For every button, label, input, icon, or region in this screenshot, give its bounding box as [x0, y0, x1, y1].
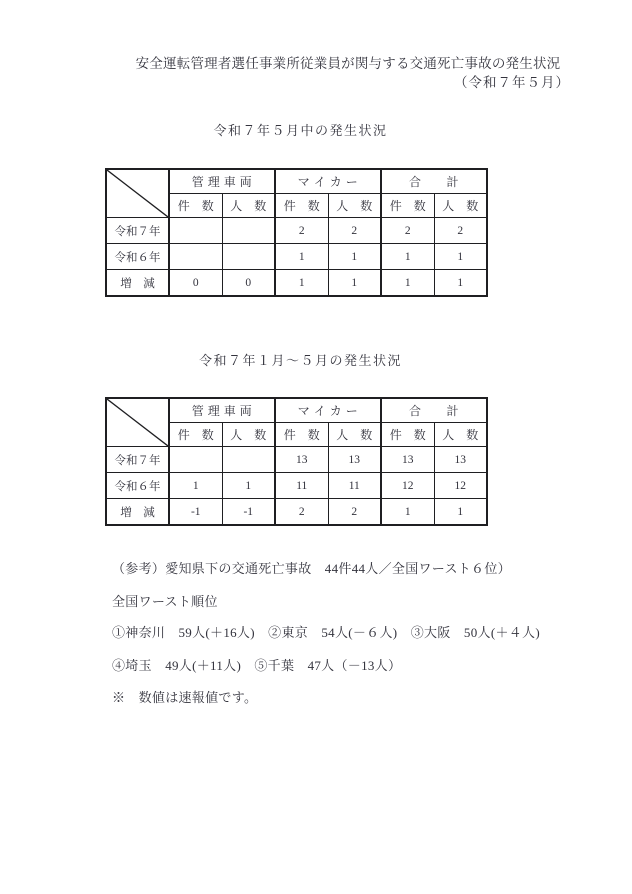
data-cell: 2	[275, 499, 328, 526]
diagonal-line	[107, 170, 168, 217]
diagonal-line	[107, 399, 168, 446]
data-cell: 13	[381, 447, 434, 473]
subheader-persons: 人 数	[328, 194, 381, 218]
data-cell: 1	[328, 244, 381, 270]
data-cell: 2	[381, 218, 434, 244]
data-cell: 1	[169, 473, 222, 499]
table-row	[106, 473, 487, 499]
corner-cell	[106, 169, 169, 218]
group-header-managed-vehicle: 管 理 車 両	[169, 169, 275, 194]
data-cell	[222, 244, 275, 270]
row-label-change: 増 減	[106, 499, 169, 526]
data-cell: 1	[275, 270, 328, 297]
data-cell: 1	[381, 270, 434, 297]
data-cell	[169, 244, 222, 270]
data-cell: 2	[434, 218, 487, 244]
row-label-change: 増 減	[106, 270, 169, 297]
subheader-cases: 件 数	[275, 423, 328, 447]
subheader-cases: 件 数	[381, 194, 434, 218]
data-cell: 1	[381, 244, 434, 270]
data-cell: 0	[222, 270, 275, 297]
data-cell	[222, 218, 275, 244]
data-cell: 13	[434, 447, 487, 473]
corner-cell	[106, 398, 169, 447]
data-cell: 2	[328, 499, 381, 526]
monthly-table-caption: 令和７年５月中の発生状況	[213, 123, 388, 138]
data-cell: 2	[275, 218, 328, 244]
cumulative-table-caption: 令和７年１月～５月の発生状況	[198, 353, 402, 368]
data-cell: 1	[328, 270, 381, 297]
data-cell: 2	[328, 218, 381, 244]
cumulative-table	[105, 397, 488, 526]
ranking-line-2: ④埼玉 49人(＋11人) ⑤千葉 47人（－13人）	[112, 658, 402, 673]
ranking-line-1: ①神奈川 59人(＋16人) ②東京 54人(－６人) ③大阪 50人(＋４人)	[112, 625, 540, 640]
group-header-managed-vehicle: 管 理 車 両	[169, 398, 275, 423]
table-row	[106, 499, 487, 526]
table-row	[106, 218, 487, 244]
subheader-persons: 人 数	[434, 194, 487, 218]
data-cell: 12	[381, 473, 434, 499]
data-cell: 12	[434, 473, 487, 499]
note-reference: （参考）愛知県下の交通死亡事故 44件44人／全国ワースト６位）	[112, 561, 511, 576]
data-cell: 1	[434, 244, 487, 270]
data-cell	[169, 447, 222, 473]
subheader-persons: 人 数	[434, 423, 487, 447]
row-label-reiwa7: 令和７年	[106, 218, 169, 244]
monthly-table	[105, 168, 488, 297]
data-cell: -1	[222, 499, 275, 526]
doc-title: 安全運転管理者選任事業所従業員が関与する交通死亡事故の発生状況	[135, 56, 561, 71]
data-cell	[169, 218, 222, 244]
group-header-total: 合 計	[381, 398, 487, 423]
table-row	[106, 270, 487, 297]
subheader-cases: 件 数	[381, 423, 434, 447]
data-cell: -1	[169, 499, 222, 526]
footnote: ※ 数値は速報値です。	[112, 690, 258, 705]
row-label-reiwa7: 令和７年	[106, 447, 169, 473]
group-header-private-car: マ イ カ ー	[275, 398, 381, 423]
data-cell: 1	[381, 499, 434, 526]
data-cell	[222, 447, 275, 473]
subheader-cases: 件 数	[275, 194, 328, 218]
data-cell: 11	[328, 473, 381, 499]
data-cell: 1	[434, 499, 487, 526]
subheader-cases: 件 数	[169, 423, 222, 447]
data-cell: 0	[169, 270, 222, 297]
table-row	[106, 244, 487, 270]
ranking-title: 全国ワースト順位	[112, 594, 218, 609]
subheader-cases: 件 数	[169, 194, 222, 218]
row-label-reiwa6: 令和６年	[106, 244, 169, 270]
subheader-persons: 人 数	[328, 423, 381, 447]
subheader-persons: 人 数	[222, 423, 275, 447]
subheader-persons: 人 数	[222, 194, 275, 218]
row-label-reiwa6: 令和６年	[106, 473, 169, 499]
data-cell: 1	[222, 473, 275, 499]
table-row	[106, 447, 487, 473]
data-cell: 13	[275, 447, 328, 473]
data-cell: 1	[275, 244, 328, 270]
group-header-private-car: マ イ カ ー	[275, 169, 381, 194]
group-header-total: 合 計	[381, 169, 487, 194]
doc-subtitle: （令和７年５月）	[454, 75, 570, 90]
cumulative-table-container	[105, 397, 488, 526]
monthly-table-container	[105, 168, 488, 297]
data-cell: 13	[328, 447, 381, 473]
data-cell: 11	[275, 473, 328, 499]
data-cell: 1	[434, 270, 487, 297]
